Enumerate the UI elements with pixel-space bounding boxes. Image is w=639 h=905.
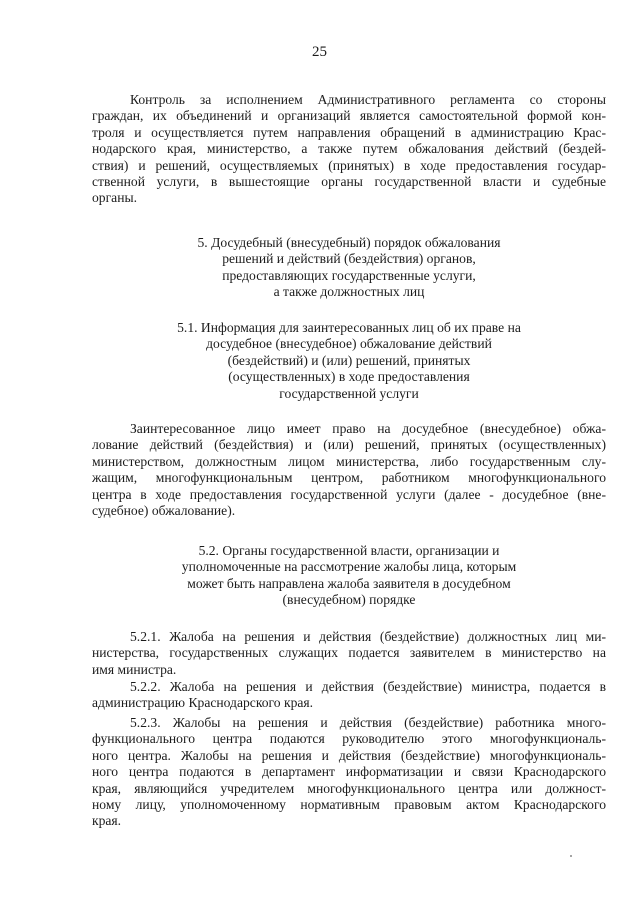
section-heading-5 <box>92 235 606 301</box>
text-line: органы. <box>92 190 138 206</box>
text-line: министерством, должностным лицом министерства, либо государственным слу- <box>92 453 606 469</box>
text-line: ному лицу, уполномоченному нормативным правовым актом Краснодарского <box>92 797 606 813</box>
text-line: нодарского края, министерство, а также путем обжалования действий (бездей- <box>92 141 606 157</box>
scan-speck <box>570 855 572 857</box>
text-line: ного центра подаются в департамент информатизации и связи Краснодарского <box>92 764 606 780</box>
section-heading-5-2 <box>92 543 606 609</box>
text-line: граждан, их объединений и организаций является самостоятельной формой кон- <box>92 108 606 124</box>
heading-line: досудебное (внесудебное) обжалование действий <box>206 336 492 352</box>
text-line: края. <box>92 813 122 829</box>
text-line: Контроль за исполнением Административного регламента со стороны <box>130 92 606 107</box>
section-heading-5-1 <box>92 320 606 402</box>
paragraph-control <box>92 92 606 207</box>
heading-line: 5.2. Органы государственной власти, организации и <box>198 543 500 558</box>
text-line: ного центра. Жалобы на решения и действия (бездействие) многофункциональ- <box>92 747 606 763</box>
text-line: имя министра. <box>92 661 177 677</box>
paragraph-5-2-3 <box>92 715 606 830</box>
text-line: функционального центра подаются руководителю этого многофункциональ- <box>92 731 606 747</box>
text-line: центра в ходе предоставления государственной услуги (далее - досудебное (вне- <box>92 486 606 502</box>
text-line: Заинтересованное лицо имеет право на досудебное (внесудебное) обжа- <box>130 421 606 436</box>
heading-line: а также должностных лиц <box>273 284 425 300</box>
heading-line: (бездействий) и (или) решений, принятых <box>227 352 471 368</box>
heading-line: предоставляющих государственные услуги, <box>222 267 476 283</box>
heading-line: решений и действий (бездействия) органов, <box>222 251 476 267</box>
text-line: 5.2.1. Жалоба на решения и действия (бездействие) должностных лиц ми- <box>130 629 606 644</box>
text-line: ствия) и решений, осуществляемых (принятых) в ходе предоставления государ- <box>92 157 606 173</box>
text-line: 5.2.3. Жалобы на решения и действия (бездействие) работника много- <box>130 715 606 730</box>
heading-line: 5. Досудебный (внесудебный) порядок обжалования <box>197 235 501 250</box>
heading-line: (внесудебном) порядке <box>282 592 416 608</box>
paragraph-5-1 <box>92 421 606 519</box>
text-line: администрацию Краснодарского края. <box>92 695 314 711</box>
page-number: 25 <box>312 44 327 60</box>
text-line: края, являющийся учредителем многофункционального центра или должност- <box>92 780 606 796</box>
heading-line: государственной услуги <box>279 385 419 401</box>
text-line: троля и осуществляется путем направления обращений в администрацию Крас- <box>92 124 606 140</box>
text-line: 5.2.2. Жалоба на решения и действия (бездействие) министра, подается в <box>130 679 606 694</box>
paragraph-5-2-2 <box>92 679 606 712</box>
heading-line: (осуществленных) в ходе предоставления <box>228 369 470 385</box>
heading-line: уполномоченные на рассмотрение жалобы лица, которым <box>181 559 517 575</box>
text-line: лование действий (бездействия) и (или) решений, принятых (осуществленных) <box>92 437 606 453</box>
text-line: жащим, многофункциональным центром, работником многофункционального <box>92 470 606 486</box>
paragraph-5-2-1 <box>92 629 606 678</box>
text-line: нистерства, государственных служащих подается заявителем в министерство на <box>92 645 606 661</box>
text-line: судебное) обжалование). <box>92 503 236 519</box>
text-line: ственной услуги, в вышестоящие органы государственной власти и судебные <box>92 174 606 190</box>
heading-line: может быть направлена жалоба заявителя в досудебном <box>187 575 511 591</box>
heading-line: 5.1. Информация для заинтересованных лиц об их праве на <box>177 320 521 335</box>
